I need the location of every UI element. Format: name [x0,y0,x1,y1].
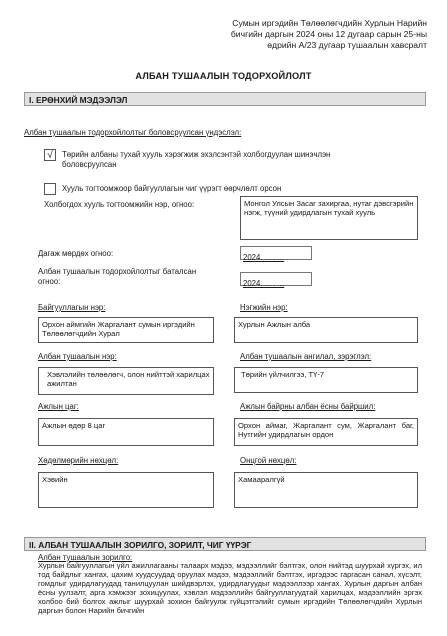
org-field[interactable]: Орхон аймгийн Жаргалант сумын иргэдийн Төлөөлөгчдийн Хурал [38,317,214,343]
position-field[interactable]: Хэвлэлийн төлөөлөгч, олон нийттэй харилцах ажилтан [38,367,214,395]
position-label: Албан тушаалын нэр: [38,352,117,361]
location-label: Ажлын байрны албан ёсны байршил: [240,402,376,411]
section-1-heading: I. ЕРӨНХИЙ МЭДЭЭЛЭЛ [24,92,426,106]
order-reference-line: бичгийн даргын 2024 оны 12 дугаар сарын 25-ны [230,29,427,39]
checkbox-updated-by-law[interactable] [44,149,56,161]
checkbox-function-changed-label: Хууль тогтоомжоор байгууллагын чиг үүрэгт өөрчлөлт орсон [62,184,282,193]
conditions-label: Хөдөлмөрийн нөхцөл: [38,456,119,465]
approved-date-field[interactable] [240,272,312,286]
hours-label: Ажлын цаг: [38,402,79,411]
conditions-field[interactable]: Хэвийн [38,472,214,508]
org-label: Байгууллагын нэр: [38,303,106,312]
document-title: АЛБАН ТУШААЛЫН ТОДОРХОЙЛОЛТ [135,71,312,81]
class-field[interactable]: Төрийн үйлчилгээ, ТҮ-7 [234,367,418,393]
goal-text: Хурлын байгууллагын үйл ажиллагааны талаарх мэдээ, мэдээллийг бэлтгэх, олон нийтэд шуурхай хүргэх, ил тод байдлыг хангах, цахим хуудсуудад оруулах мэдээ, мэдээллийг бэлтгэх, иргэдээс гаргасан санал, хүсэлт, гомдлыг удирдлагуудад танилцуулан шийдвэрлэх, удирдлагуудыг мэдээллээр хангах. Хурлын даргын албан ёсны уулзалт, арга хэмжээг зохицуулах, хэвлэл мэдээллийн байгууллагуудтай харилцах, мэдээллийн эргэх холбоо бий болгох ажлыг шуурхай зохион байгуулж гүйцэтгэлийг сумын иргэдийн Төлөөлөгчдийн Хурлын даргын болон Нарийн бичгийн [38,562,422,615]
approved-date-value: 2024. ... . ... [243,279,285,288]
class-label: Албан тушаалын ангилал, зэрэглэл: [240,352,372,361]
review-date-label: Дагаж мөрдөх огноо: [38,249,114,258]
approved-date-label: Албан тушаалын тодорхойлолтыг баталсан огноо: [38,267,197,286]
basis-label: Албан тушаалын тодорхойлолтыг боловсруулсан үндэслэл: [24,128,242,137]
checkmark-icon: √ [47,150,53,161]
hours-field[interactable]: Ажлын өдөр 8 цаг [38,418,214,446]
order-reference-line: Сумын иргэдийн Төлөөлөгчдийн Хурлын Нарийн [232,18,427,28]
location-field[interactable]: Орхон аймаг, Жаргалант сум, Жаргалант баг, Нутгийн удирдлагын ордон [234,418,418,446]
checkbox-updated-by-law-label: Төрийн албаны тухай хууль хэрэгжиж эхэлсэнтэй холбогдуулан шинэчлэн боловсруулсан [62,150,331,169]
review-date-value: 2024. ... . ... [243,253,285,262]
related-law-label: Холбогдох хууль тогтоомжийн нэр, огноо: [44,200,195,209]
unit-field[interactable]: Хурлын Ажлын алба [234,317,418,343]
related-law-field[interactable]: Монгол Улсын Засаг захиргаа, нутаг дэвсгэрийн нэгж, түүний удирдлагын тухай хууль [240,196,418,240]
unit-label: Нэгжийн нэр: [240,303,288,312]
checkbox-function-changed[interactable] [44,183,56,195]
review-date-field[interactable] [240,246,312,260]
order-reference-line: өдрийн А/23 дугаар тушаалын хавсралт [267,40,427,50]
goal-label: Албан тушаалын зорилго: [38,553,133,562]
section-2-heading: II. АЛБАН ТУШААЛЫН ЗОРИЛГО, ЗОРИЛТ, ЧИГ ҮҮРЭГ [24,537,426,551]
special-conditions-label: Онцгой нөхцөл: [240,456,297,465]
special-conditions-field[interactable]: Хамааралгүй [234,472,418,508]
order-reference [127,18,427,51]
